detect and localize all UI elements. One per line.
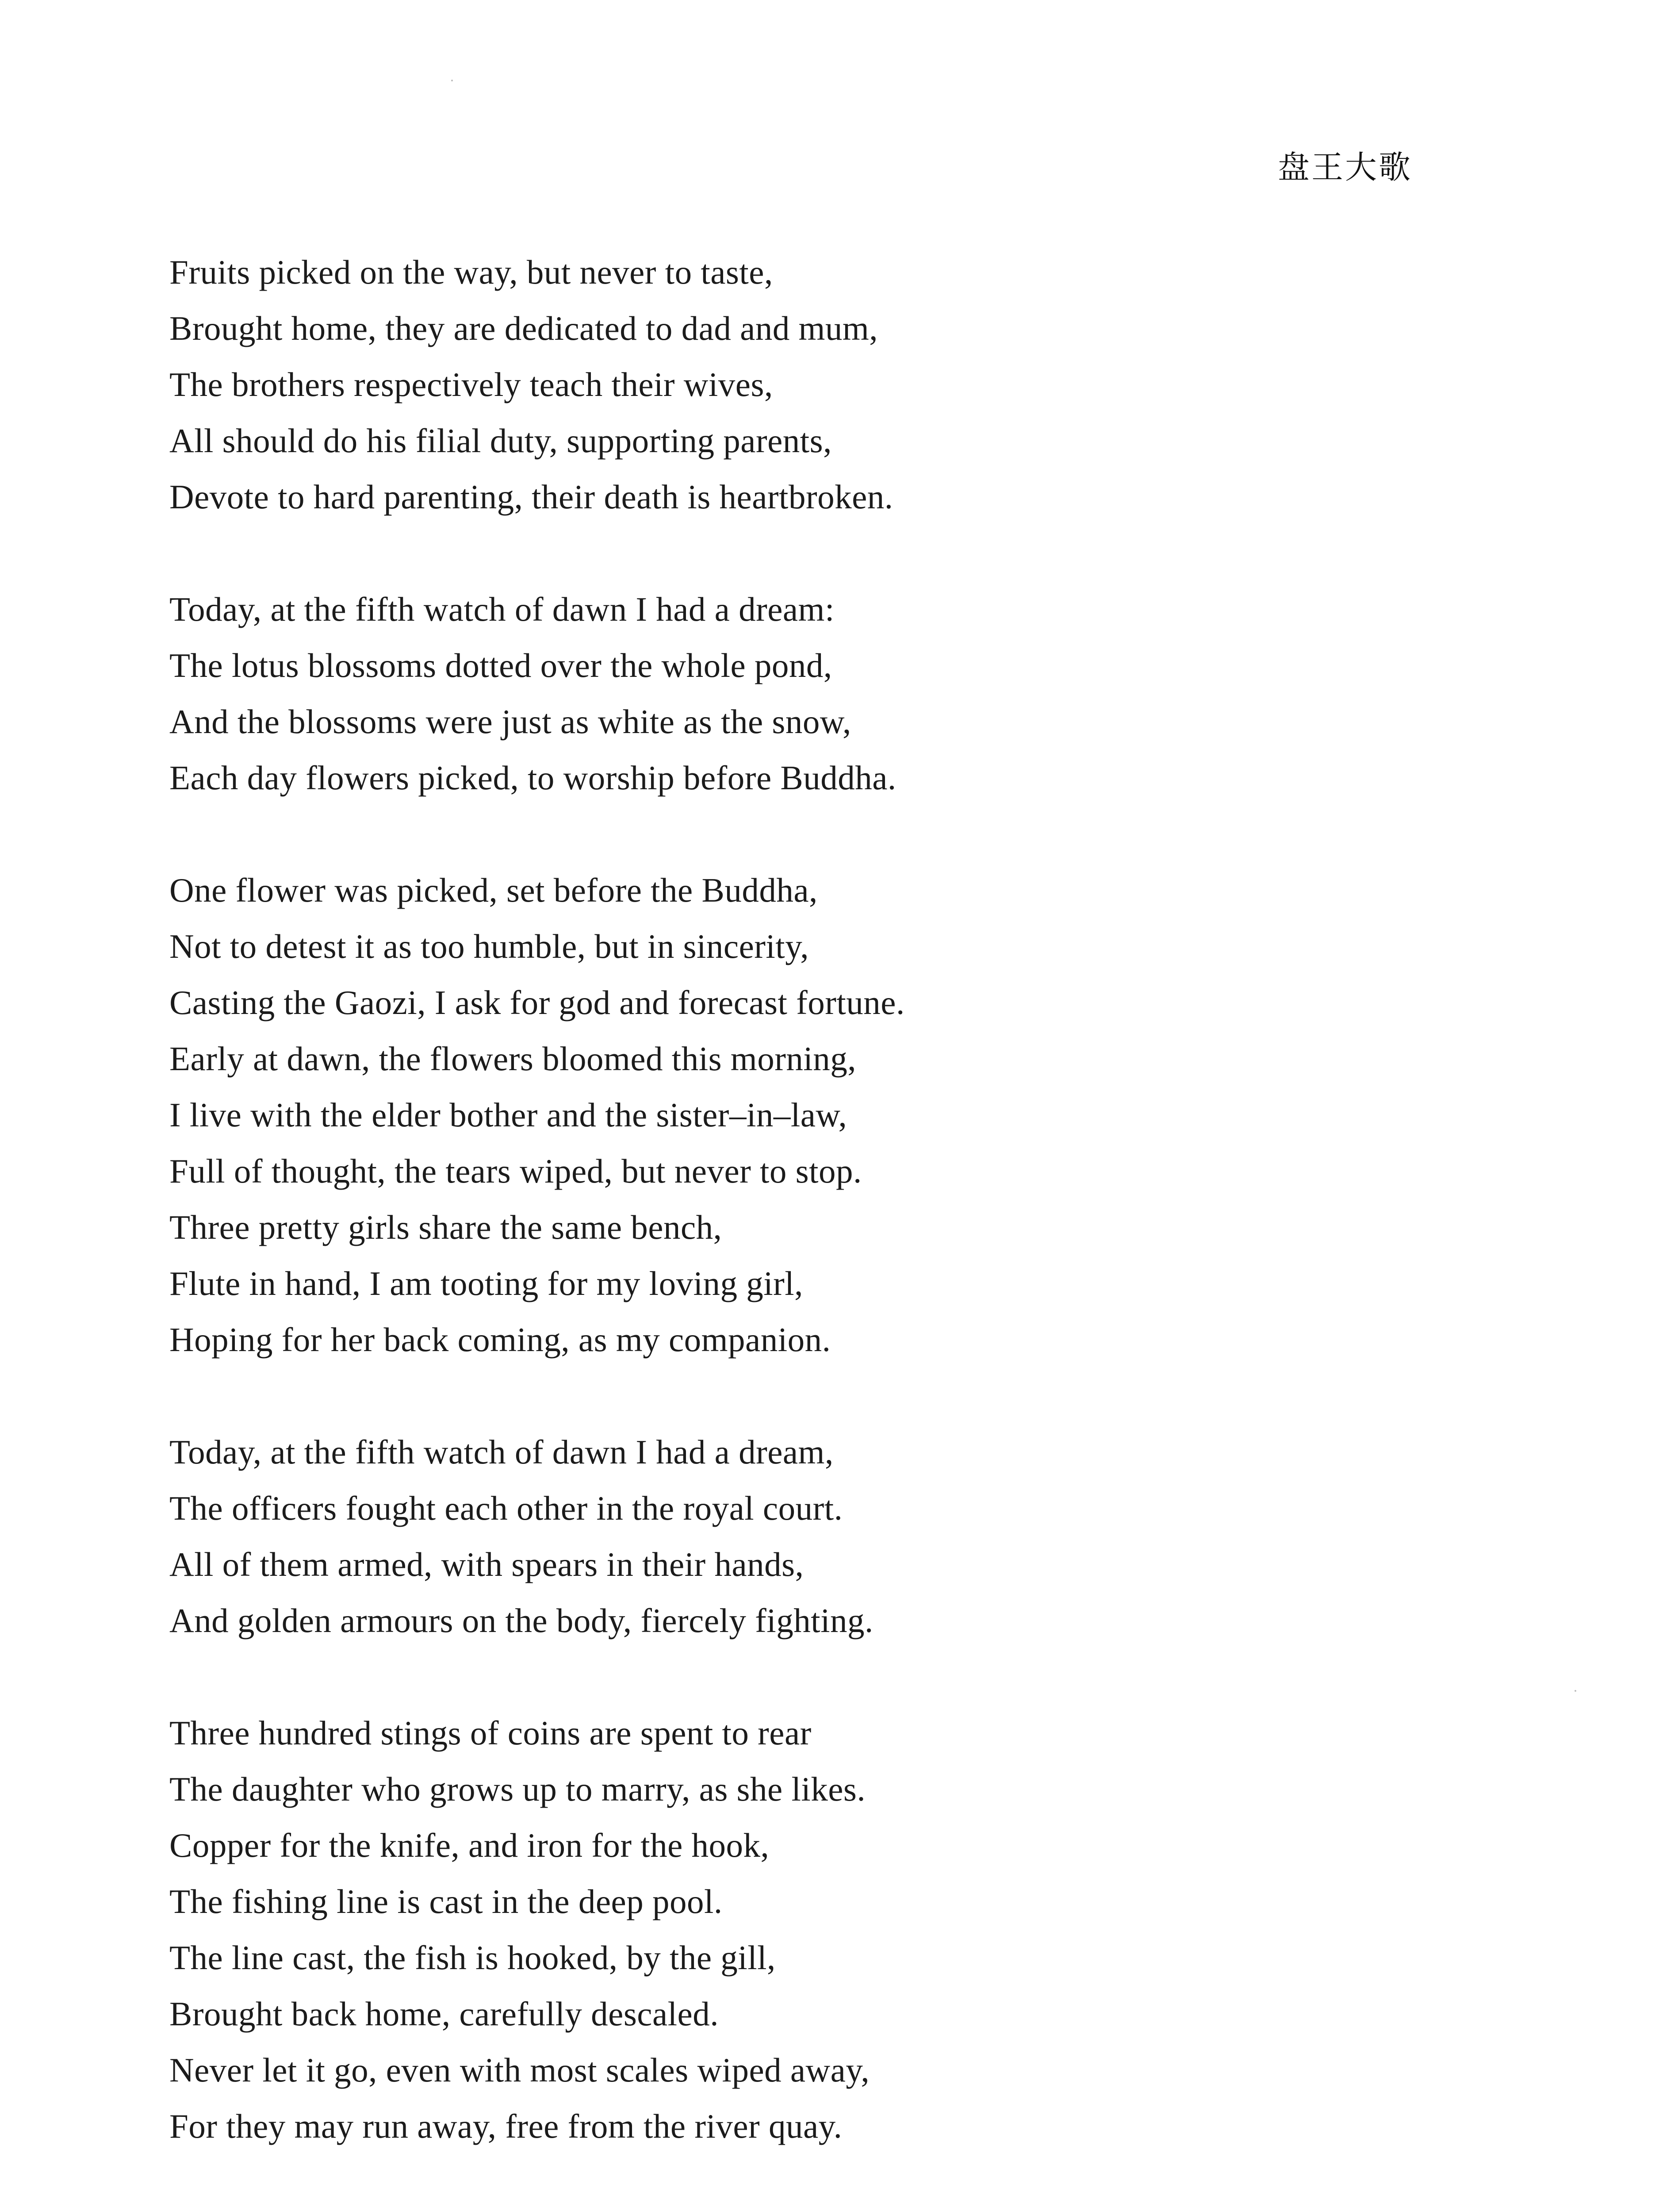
poem-line: Hoping for her back coming, as my companion.: [169, 1321, 831, 1359]
poem-line: Casting the Gaozi, I ask for god and forecast fortune.: [169, 983, 905, 1022]
stanza: [169, 862, 1452, 1368]
poem-line: Early at dawn, the flowers bloomed this morning,: [169, 1040, 856, 1078]
stanza: [169, 1424, 1452, 1649]
scan-speck: [451, 80, 453, 81]
poem-line: All should do his filial duty, supporting parents,: [169, 422, 832, 460]
poem-line: Full of thought, the tears wiped, but never to stop.: [169, 1152, 862, 1190]
running-header: 盘王大歌: [1277, 149, 1412, 186]
poem-line: Three hundred stings of coins are spent to rear: [169, 1714, 812, 1752]
poem-line: The line cast, the fish is hooked, by the gill,: [169, 1939, 776, 1977]
poem-line: Today, at the fifth watch of dawn I had a dream:: [169, 590, 835, 628]
poem-line: Today, at the fifth watch of dawn I had a dream,: [169, 1433, 834, 1471]
stanza: [169, 1705, 1452, 2154]
poem-line: Brought back home, carefully descaled.: [169, 1995, 719, 2033]
poem-line: Brought home, they are dedicated to dad and mum,: [169, 309, 878, 347]
stanza: [169, 244, 1452, 525]
scan-speck: [1575, 1690, 1576, 1692]
poem-line: Each day flowers picked, to worship before Buddha.: [169, 759, 897, 797]
poem-line: I live with the elder bother and the sister–in–law,: [169, 1096, 847, 1134]
poem-line: Flute in hand, I am tooting for my loving girl,: [169, 1264, 803, 1302]
poem-line: The daughter who grows up to marry, as she likes.: [169, 1770, 866, 1808]
poem-line: For they may run away, free from the river quay.: [169, 2107, 843, 2145]
poem-line: All of them armed, with spears in their hands,: [169, 1545, 804, 1583]
poem-line: Fruits picked on the way, but never to taste,: [169, 253, 773, 291]
poem-line: The lotus blossoms dotted over the whole pond,: [169, 646, 832, 684]
poem-line: Three pretty girls share the same bench,: [169, 1208, 722, 1246]
poem-line: The brothers respectively teach their wives,: [169, 365, 773, 403]
stanza: [169, 581, 1452, 806]
poem-body: [169, 244, 1452, 2154]
poem-line: Not to detest it as too humble, but in sincerity,: [169, 927, 809, 965]
poem-line: Devote to hard parenting, their death is heartbroken.: [169, 478, 893, 516]
poem-line: And the blossoms were just as white as the snow,: [169, 703, 851, 741]
poem-line: One flower was picked, set before the Buddha,: [169, 871, 818, 909]
poem-line: Never let it go, even with most scales wiped away,: [169, 2051, 870, 2089]
poem-line: The fishing line is cast in the deep pool.: [169, 1882, 723, 1920]
poem-line: And golden armours on the body, fiercely fighting.: [169, 1601, 874, 1640]
poem-line: Copper for the knife, and iron for the hook,: [169, 1826, 770, 1864]
poem-line: The officers fought each other in the royal court.: [169, 1489, 843, 1527]
